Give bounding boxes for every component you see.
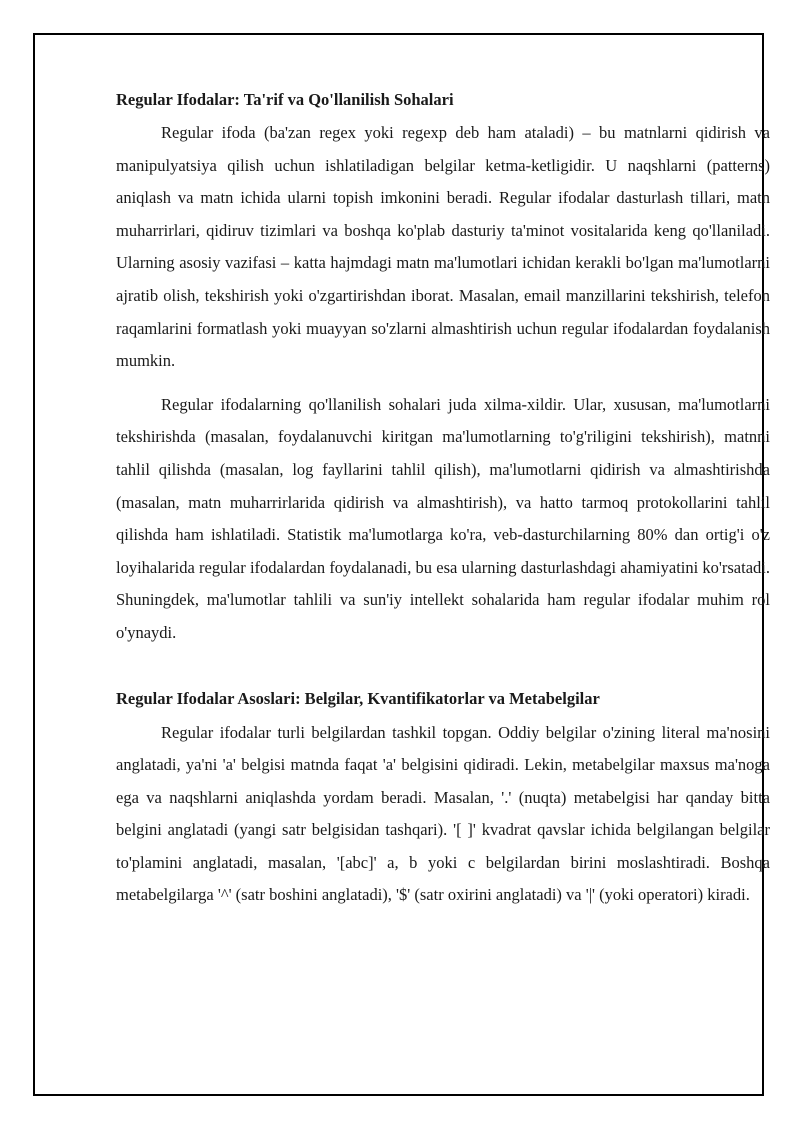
section-heading-basics: Regular Ifodalar Asoslari: Belgilar, Kvantifikatorlar va Metabelgilar [116,688,600,708]
paragraph-definition: Regular ifoda (ba'zan regex yoki regexp deb ham ataladi) – bu matnlarni qidirish va manipulyatsiya qilish uchun ishlatiladigan belgilar ketma-ketligidir. U naqshlarni (patterns) aniqlash va matn ichida ularni topish imkonini beradi. Regular ifodalar dasturlash tillari, matn muharrirlari, qidiruv tizimlari va boshqa ko'plab dasturiy ta'minot vositalarida keng qo'llaniladi. Ularning asosiy vazifasi – katta hajmdagi matn ma'lumotlari ichidan kerakli bo'lgan ma'lumotlarni ajratib olish, tekshirish yoki o'zgartirishdan iborat. Masalan, email manzillarini tekshirish, telefon raqamlarini formatlash yoki muayyan so'zlarni almashtirish uchun regular ifodalardan foydalanish mumkin. [116,123,770,371]
paragraph-application-areas: Regular ifodalarning qo'llanilish sohalari juda xilma-xildir. Ular, xususan, ma'lumotlarni tekshirishda (masalan, foydalanuvchi kiritgan ma'lumotlarning to'g'riligini tekshirish), matnni tahlil qilishda (masalan, log fayllarini tahlil qilish), ma'lumotlarni qidirish va almashtirishda (masalan, matn muharrirlarida qidirish va almashtirish), va hatto tarmoq protokollarini tahlil qilishda ham ishlatiladi. Statistik ma'lumotlarga ko'ra, veb-dasturchilarning 80% dan ortig'i o'z loyihalarida regular ifodalardan foydalanadi, bu esa ularning dasturlashdagi ahamiyatini ko'rsatadi. Shuningdek, ma'lumotlar tahlili va sun'iy intellekt sohalarida ham regular ifodalar muhim rol o'ynaydi. [116,394,770,642]
paragraph-metacharacters: Regular ifodalar turli belgilardan tashkil topgan. Oddiy belgilar o'zining literal ma'nosini anglatadi, ya'ni 'a' belgisi matnda faqat 'a' belgisini qidiradi. Lekin, metabelgilar maxsus ma'noga ega va naqshlarni aniqlashda yordam beradi. Masalan, '.' (nuqta) metabelgisi har qanday bitta belgini anglatadi (yangi satr belgisidan tashqari). '[ ]' kvadrat qavslar ichida belgilangan belgilar to'plamini anglatadi, masalan, '[abc]' a, b yoki c belgilardan birini moslashtiradi. Boshqa metabelgilarga '^' (satr boshini anglatadi), '$' (satr oxirini anglatadi) va '|' (yoki operatori) kiradi. [116,722,770,905]
section-heading-definition: Regular Ifodalar: Ta'rif va Qo'llanilish Sohalari [116,90,454,109]
document-body [116,84,770,912]
